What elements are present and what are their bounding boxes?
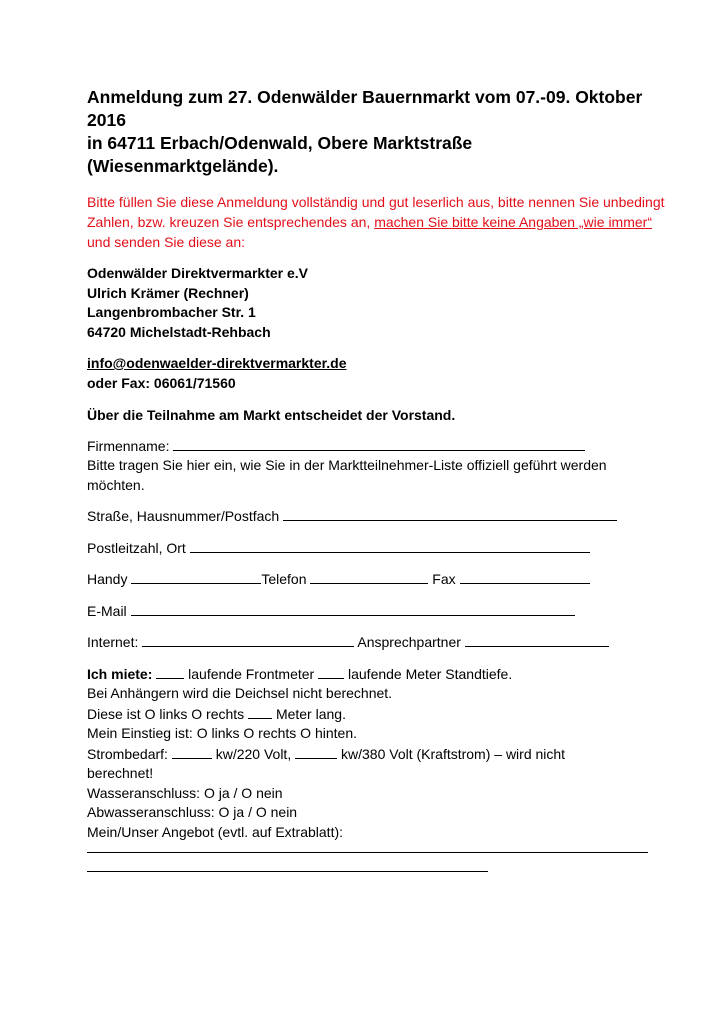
standtiefe-label: laufende Meter Standtiefe.: [348, 665, 513, 682]
strasse-label: Straße, Hausnummer/Postfach: [87, 508, 280, 524]
deichsel-note: Bei Anhängern wird die Deichsel nicht berechnet.: [87, 685, 393, 701]
fax-field[interactable]: [460, 569, 590, 584]
strom-380-label: kw/380 Volt (Kraftstrom) – wird nicht: [341, 745, 566, 762]
firmenname-hint: Bitte tragen Sie hier ein, wie Sie in der Marktteilnehmer-Liste offiziell geführt werden möchten.: [87, 457, 607, 493]
strom-row: [87, 744, 667, 765]
strom-220-label: kw/220 Volt,: [215, 745, 292, 762]
plz-row: [87, 538, 667, 559]
phone-row: [87, 569, 667, 590]
document-title: [87, 86, 667, 178]
recipient-address: [87, 264, 667, 342]
instruction-text: [87, 192, 667, 252]
internet-field[interactable]: [142, 632, 354, 647]
ansprech-field[interactable]: [465, 632, 609, 647]
decision-note: Über die Teilnahme am Markt entscheidet der Vorstand.: [87, 407, 456, 423]
frontmeter-label: laufende Frontmeter: [188, 665, 315, 682]
contact-block: [87, 354, 667, 393]
address-line-3: Langenbrombacher Str. 1: [87, 304, 256, 320]
plz-label: Postleitzahl, Ort: [87, 539, 186, 556]
diese-text: Diese ist O links O rechts: [87, 705, 245, 722]
internet-label: Internet:: [87, 634, 139, 650]
instruction-part-1: Bitte füllen Sie diese Anmeldung vollständig und gut leserlich aus, bitte nennen Sie unbedingt Zahlen, bzw. kreuzen Sie entsprechendes an,: [87, 194, 665, 230]
angebot-label: Mein/Unser Angebot (evtl. auf Extrablatt):: [87, 823, 344, 840]
handy-label: Handy: [87, 571, 128, 587]
length-field[interactable]: [248, 704, 272, 719]
firmenname-label: Firmenname:: [87, 437, 170, 454]
title-line-1: Anmeldung zum 27. Odenwälder Bauernmarkt vom 07.-09. Oktober 2016: [87, 87, 643, 130]
strom-label: Strombedarf:: [87, 745, 168, 762]
frontmeter-field[interactable]: [156, 664, 184, 679]
handy-field[interactable]: [131, 569, 261, 584]
email-row: [87, 601, 667, 622]
ansprech-label: Ansprechpartner: [357, 634, 461, 650]
angebot-line-2[interactable]: [87, 871, 488, 872]
fax-number: oder Fax: 06061/71560: [87, 374, 236, 391]
standtiefe-field[interactable]: [318, 664, 344, 679]
address-line-4: 64720 Michelstadt-Rehbach: [87, 323, 271, 340]
fax-label: Fax: [432, 571, 456, 587]
address-line-2: Ulrich Krämer (Rechner): [87, 284, 249, 301]
einstieg-row[interactable]: Mein Einstieg ist: O links O rechts O hinten.: [87, 725, 357, 741]
miete-row: [87, 664, 667, 685]
strasse-field[interactable]: [283, 506, 617, 521]
email-field[interactable]: [131, 601, 575, 616]
wasser-row[interactable]: Wasseranschluss: O ja / O nein: [87, 784, 283, 801]
address-line-1: Odenwälder Direktvermarkter e.V: [87, 265, 308, 281]
telefon-label: Telefon: [261, 571, 307, 587]
length-row: [87, 704, 667, 725]
instruction-part-2: und senden Sie diese an:: [87, 234, 246, 250]
title-line-2: in 64711 Erbach/Odenwald, Obere Marktstraße (Wiesenmarktgelände).: [87, 133, 473, 176]
strom-continuation: berechnet!: [87, 765, 154, 781]
internet-row: [87, 632, 667, 653]
meter-lang-text: Meter lang.: [275, 705, 346, 722]
firmenname-row: [87, 436, 667, 457]
angebot-line-1[interactable]: [87, 852, 648, 853]
strom-220-field[interactable]: [172, 744, 212, 759]
miete-label: Ich miete:: [87, 665, 153, 682]
registration-form-page: [87, 86, 667, 872]
strom-380-field[interactable]: [295, 744, 337, 759]
instruction-underlined: machen Sie bitte keine Angaben „wie immer“: [374, 214, 652, 230]
telefon-field[interactable]: [310, 569, 428, 584]
strasse-row: [87, 506, 667, 527]
firmenname-field[interactable]: [173, 436, 585, 451]
email-label: E-Mail: [87, 602, 127, 619]
email-link[interactable]: info@odenwaelder-direktvermarkter.de: [87, 355, 347, 371]
abwasser-row[interactable]: Abwasseranschluss: O ja / O nein: [87, 804, 298, 820]
plz-field[interactable]: [190, 538, 590, 553]
